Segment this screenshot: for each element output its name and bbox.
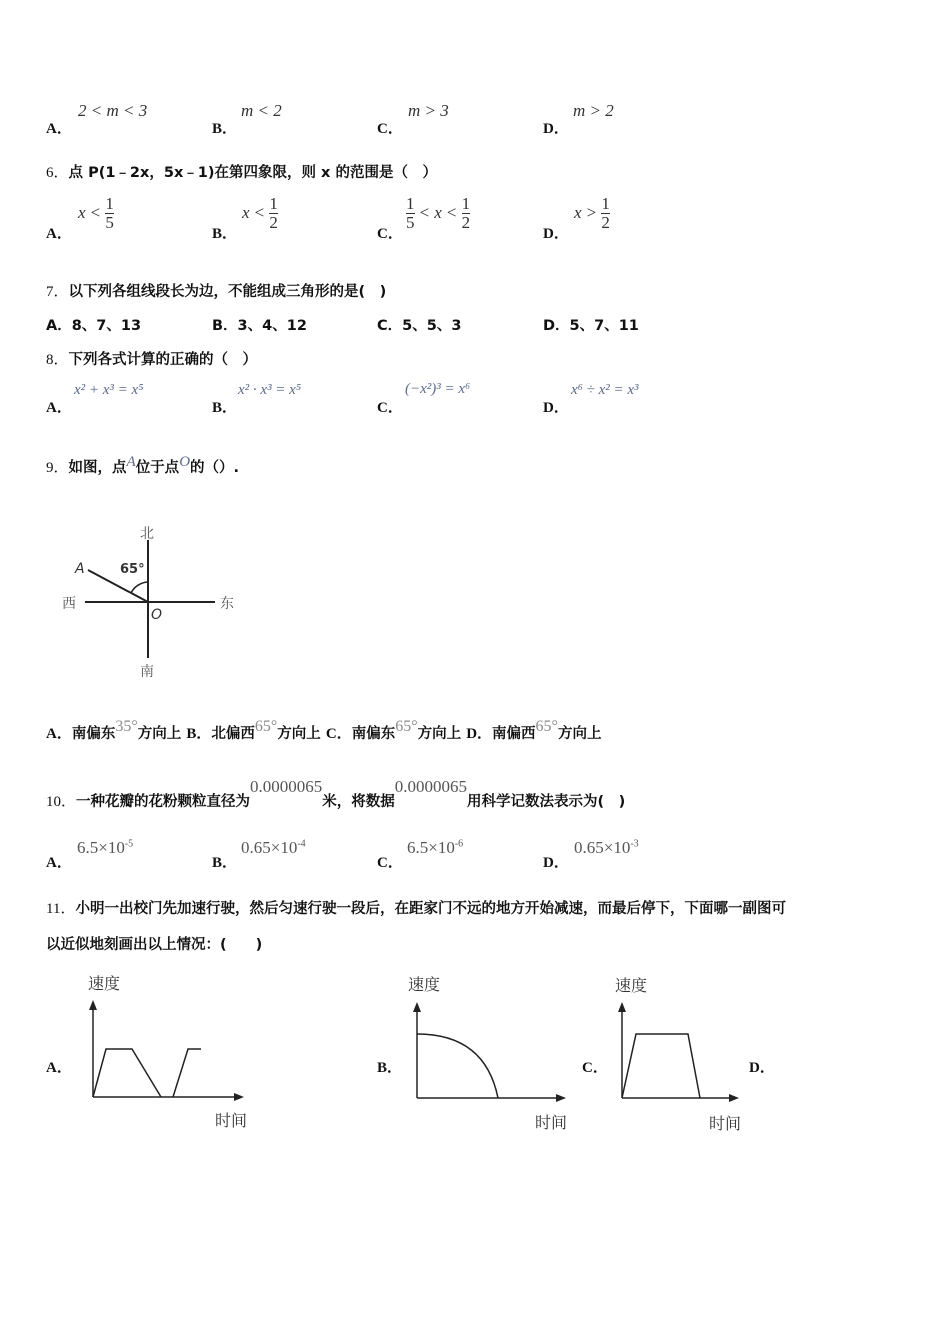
- q6-option-a-label: A．: [46, 226, 72, 242]
- q7-option-a: A．8、7、13: [46, 318, 142, 334]
- q8-option-a-expr: x² + x³ = x⁵: [74, 382, 144, 398]
- graph-b: [400, 970, 580, 1135]
- q10-option-b-expr: $0.65\times 10^{-4}$: [241, 838, 306, 857]
- east-label: 东: [220, 596, 234, 612]
- curve: [622, 1034, 700, 1098]
- question-8: [46, 348, 257, 369]
- y-axis-label: 速度: [88, 974, 121, 993]
- q8-option-c-expr: (−x²)³ = x⁶: [405, 381, 471, 397]
- q5-option-b-label: B．: [212, 121, 238, 137]
- q10-option-a-expr: $6.5\times 10^{-5}$: [77, 838, 134, 857]
- value-1: 0.0000065: [250, 777, 323, 796]
- question-11: 11．小明一出校门先加速行驶，然后匀速行驶一段后，在距家门不远的地方开始减速，而最后停下，下面哪一副图可: [46, 901, 786, 917]
- point-a-symbol: A: [126, 454, 136, 470]
- origin-label: O: [151, 607, 163, 623]
- question-number: 9．: [46, 460, 69, 476]
- q5-option-d-label: D．: [543, 121, 569, 137]
- q7-option-d: D．5、7、11: [543, 318, 639, 334]
- x-axis-label: 时间: [709, 1114, 742, 1133]
- angle-arc: [131, 582, 148, 593]
- value-2: 0.0000065: [394, 777, 468, 796]
- q10-option-a-label: A．: [46, 855, 72, 871]
- q8-option-d-expr: x⁶ ÷ x² = x³: [571, 382, 639, 398]
- compass-figure: [55, 518, 245, 688]
- question-text-line2: 以近似地刻画出以上情况：( ): [46, 937, 263, 953]
- q8-option-c-label: C．: [377, 400, 403, 416]
- q6-option-c-expr: $\frac{1}{5}$ < x < $\frac{1}{2}$: [406, 194, 471, 232]
- question-9: 9．如图，点A位于点O的（）.: [46, 454, 240, 476]
- north-label: 北: [140, 526, 154, 542]
- q8-option-b-expr: x² · x³ = x⁵: [238, 382, 302, 398]
- south-label: 南: [140, 664, 154, 680]
- q6-option-d-label: D．: [543, 226, 569, 242]
- q9-options: A．南偏东35°方向上 B．北偏西65°方向上 C．南偏东65°方向上 D．南偏西65°方向上: [46, 718, 602, 742]
- y-axis-label: 速度: [408, 975, 441, 994]
- point-a-label: A: [75, 561, 85, 577]
- question-number: 8．: [46, 352, 69, 368]
- q10-option-c-label: C．: [377, 855, 403, 871]
- question-7: [46, 280, 386, 301]
- question-text: 下列各式计算的正确的（ ）: [68, 352, 258, 368]
- q7-option-c: C．5、5、3: [377, 318, 462, 334]
- graph-b-label: B．: [377, 1060, 403, 1076]
- q8-option-d-label: D．: [543, 400, 569, 416]
- graph-c: [605, 972, 765, 1137]
- graph-a-label: A．: [46, 1060, 72, 1076]
- question-text: 以下列各组线段长为边，不能组成三角形的是( ): [68, 284, 387, 300]
- curve-segment-2: [173, 1049, 201, 1097]
- q5-option-b-expr: m < 2: [241, 101, 282, 120]
- q5-option-d-expr: m > 2: [573, 101, 614, 120]
- graph-a: [80, 970, 260, 1135]
- curve-segment-1: [93, 1049, 161, 1097]
- q5-option-a-label: A．: [46, 121, 72, 137]
- q10-option-d-expr: $0.65\times 10^{-3}$: [574, 838, 639, 857]
- q10-option-d-label: D．: [543, 855, 569, 871]
- x-axis-label: 时间: [215, 1111, 248, 1130]
- q7-option-b: B．3、4、12: [212, 318, 307, 334]
- west-label: 西: [62, 596, 76, 612]
- q6-option-a-expr: x < $\frac{1}{5}$: [78, 194, 114, 232]
- q10-option-b-label: B．: [212, 855, 238, 871]
- q8-option-b-label: B．: [212, 400, 238, 416]
- q10-option-c-expr: $6.5\times 10^{-6}$: [407, 838, 464, 857]
- graph-c-label: C．: [582, 1060, 608, 1076]
- question-text: 点 P(1﹣2x，5x﹣1)在第四象限，则 x 的范围是（ ）: [68, 165, 437, 181]
- q6-option-c-label: C．: [377, 226, 403, 242]
- y-axis-label: 速度: [615, 976, 648, 995]
- q6-option-b-label: B．: [212, 226, 238, 242]
- question-number: 6．: [46, 165, 69, 181]
- q5-option-a-expr: 2 < m < 3: [78, 101, 148, 120]
- curve: [417, 1034, 498, 1098]
- q8-option-a-label: A．: [46, 400, 72, 416]
- x-axis-label: 时间: [535, 1113, 568, 1132]
- question-10: 10．一种花瓣的花粉颗粒直径为0.0000065米，将数据0.0000065用科学记数法表示为( ): [46, 777, 626, 810]
- point-o-symbol: O: [179, 454, 191, 470]
- graph-d-label: D．: [749, 1060, 775, 1076]
- question-text-line1: 小明一出校门先加速行驶，然后匀速行驶一段后，在距家门不远的地方开始减速，而最后停下，下面哪一副图可: [75, 901, 786, 917]
- angle-label: 65°: [120, 562, 145, 577]
- q5-option-c-label: C．: [377, 121, 403, 137]
- q6-option-b-expr: x < $\frac{1}{2}$: [242, 194, 278, 232]
- question-6: [46, 161, 437, 182]
- question-number: 7．: [46, 284, 69, 300]
- q6-option-d-expr: x > $\frac{1}{2}$: [574, 194, 610, 232]
- q5-option-c-expr: m > 3: [408, 101, 449, 120]
